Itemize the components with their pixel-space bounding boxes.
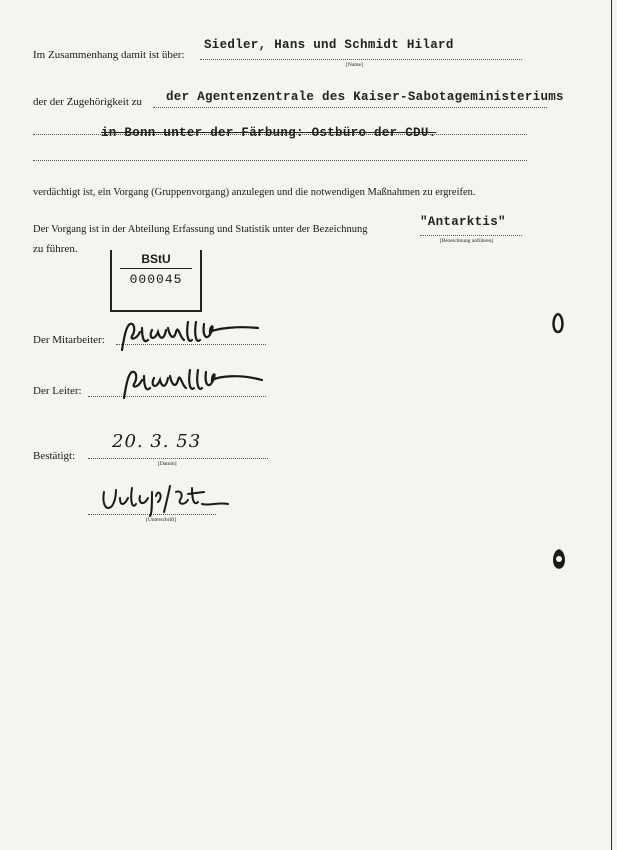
bstu-stamp (110, 250, 202, 312)
stamp-number: 000045 (129, 272, 183, 287)
zugehoerigkeit-line-1 (153, 107, 547, 108)
stamp-title: BStU (141, 252, 171, 266)
bezeichnung-caption: [Bezeichnung anführen] (440, 238, 494, 244)
bezeichnung-value: "Antarktis" (420, 215, 506, 229)
name-caption: [Name] (346, 62, 363, 68)
zugehoerigkeit-label: der der Zugehörigkeit zu (33, 96, 143, 108)
zugehoerigkeit-value-line2: in Bonn unter der Färbung: Ostbüro der CDU. (101, 126, 437, 140)
mitarbeiter-signature (118, 318, 268, 358)
datum-line (88, 458, 268, 459)
zusammenhang-label: Im Zusammenhang damit ist über: (33, 49, 185, 61)
unterschrift-caption: [Unterschrift] (146, 517, 177, 523)
punch-mark-upper (548, 310, 568, 336)
fuehren-text: zu führen. (33, 243, 78, 255)
leiter-label: Der Leiter: (33, 385, 82, 397)
page-edge-line (611, 0, 612, 850)
datum-caption: [Datum] (158, 461, 177, 467)
name-line (200, 59, 522, 60)
zugehoerigkeit-value-line1: der Agentenzentrale des Kaiser-Sabotageministeriums (166, 90, 564, 104)
names-value: Siedler, Hans und Schmidt Hilard (204, 38, 454, 52)
datum-value: 20. 3. 53 (112, 431, 202, 452)
bestaetigt-label: Bestätigt: (33, 450, 76, 462)
bestaetigt-signature (100, 482, 240, 518)
mitarbeiter-label: Der Mitarbeiter: (33, 334, 105, 346)
blank-line (33, 160, 527, 161)
bezeichnung-line (420, 235, 522, 236)
punch-mark-lower (548, 542, 570, 572)
verdaechtig-text: verdächtigt ist, ein Vorgang (Gruppenvorgang) anzulegen und die notwendigen Maßnahmen zu ergreifen. (33, 187, 476, 198)
vorgang-text: Der Vorgang ist in der Abteilung Erfassung und Statistik unter der Bezeichnung (33, 224, 368, 235)
leiter-signature (120, 366, 270, 406)
stamp-divider (120, 268, 192, 269)
